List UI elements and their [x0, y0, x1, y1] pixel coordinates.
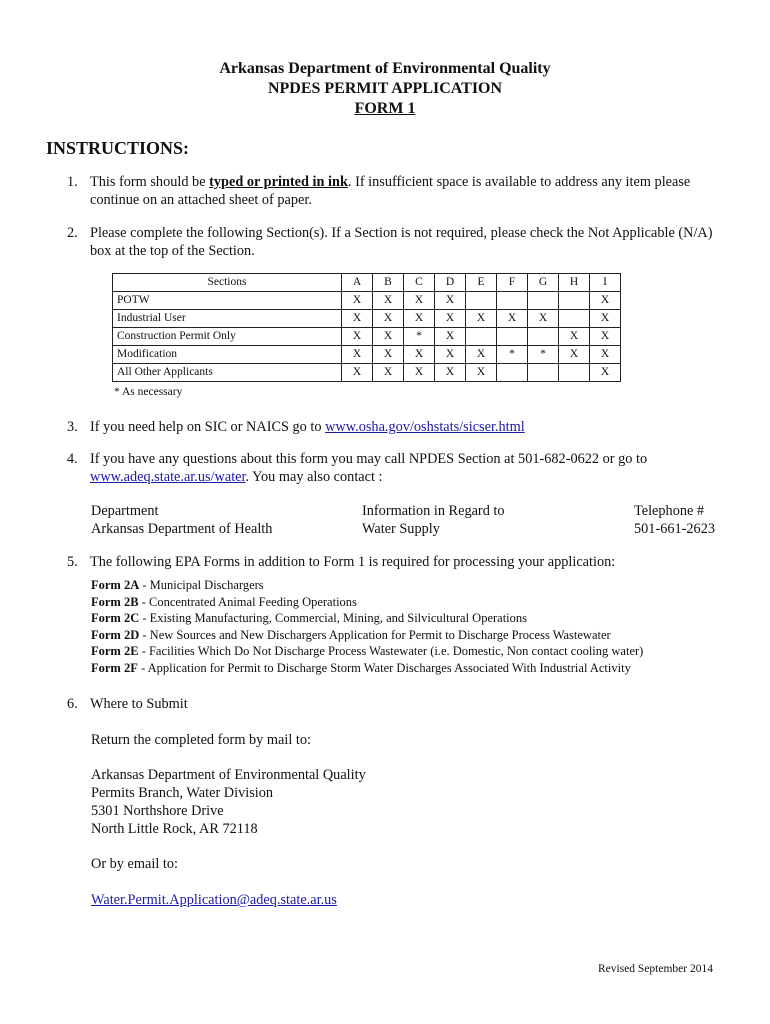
requirement-cell: X — [404, 292, 435, 310]
item-text — [90, 450, 727, 486]
table-row — [113, 328, 621, 346]
item-text: Where to Submit — [90, 696, 188, 712]
item-text: Please complete the following Section(s). If a Section is not required, please check the Not Applicable (N/A) box at the top of the Section. — [90, 225, 713, 259]
table-header-row — [113, 274, 621, 292]
requirement-cell: X — [404, 364, 435, 382]
requirement-cell: X — [435, 346, 466, 364]
header-section-e: E — [466, 274, 497, 292]
epa-form-item — [91, 610, 643, 627]
applicant-type-cell: Construction Permit Only — [113, 328, 342, 346]
requirement-cell: X — [435, 310, 466, 328]
requirement-cell — [466, 328, 497, 346]
epa-forms-list — [91, 577, 643, 676]
contact-value: Water Supply — [362, 521, 440, 537]
epa-form-name: Form 2D — [91, 627, 140, 642]
item-number: 4. — [67, 451, 78, 467]
address-line: North Little Rock, AR 72118 — [91, 821, 258, 837]
table-note: * As necessary — [114, 386, 183, 398]
item-text-emphasis: typed or printed in ink — [209, 174, 348, 190]
item-text-pre: If you have any questions about this form you may call NPDES Section at 501-682-0622 or go to — [90, 451, 648, 467]
item-text — [90, 418, 727, 436]
requirement-cell: X — [373, 328, 404, 346]
header-section-c: C — [404, 274, 435, 292]
requirement-cell: X — [590, 364, 621, 382]
contact-value: 501-661-2623 — [634, 521, 716, 537]
header-sections: Sections — [113, 274, 342, 292]
instruction-item-5 — [67, 553, 727, 571]
requirement-cell: X — [404, 310, 435, 328]
instruction-item-6 — [67, 695, 727, 713]
instruction-item-3 — [67, 418, 727, 436]
instructions-heading: INSTRUCTIONS: — [46, 138, 190, 158]
requirement-cell: X — [342, 292, 373, 310]
adeq-water-link[interactable]: www.adeq.state.ar.us/water — [90, 469, 246, 485]
contact-label: Department — [91, 503, 159, 519]
requirement-cell: X — [342, 328, 373, 346]
header-section-d: D — [435, 274, 466, 292]
requirement-cell: X — [497, 310, 528, 328]
requirement-cell: X — [559, 346, 590, 364]
contact-regarding — [362, 502, 505, 538]
epa-form-item — [91, 627, 643, 644]
applicant-type-cell: POTW — [113, 292, 342, 310]
email-intro: Or by email to: — [91, 856, 178, 872]
epa-form-description: - Application for Permit to Discharge Storm Water Discharges Associated With Industrial Activity — [137, 660, 631, 675]
requirement-cell — [497, 328, 528, 346]
requirement-cell — [497, 292, 528, 310]
requirement-cell: X — [342, 364, 373, 382]
item-number: 3. — [67, 419, 78, 435]
item-text — [90, 173, 727, 209]
requirement-cell: X — [435, 292, 466, 310]
epa-form-description: - Existing Manufacturing, Commercial, Mining, and Silvicultural Operations — [139, 611, 528, 625]
requirement-cell: X — [590, 346, 621, 364]
requirement-cell: X — [373, 364, 404, 382]
header-section-g: G — [528, 274, 559, 292]
submission-email-link[interactable]: Water.Permit.Application@adeq.state.ar.us — [91, 892, 337, 908]
header-section-b: B — [373, 274, 404, 292]
osha-link[interactable]: www.osha.gov/oshstats/sicser.html — [325, 419, 525, 435]
requirement-cell — [559, 292, 590, 310]
header-section-i: I — [590, 274, 621, 292]
table-row — [113, 310, 621, 328]
requirement-cell: X — [466, 364, 497, 382]
applicant-type-cell: All Other Applicants — [113, 364, 342, 382]
epa-form-name: Form 2B — [91, 594, 139, 609]
item-text: The following EPA Forms in addition to Form 1 is required for processing your application: — [90, 554, 616, 570]
requirement-cell — [466, 292, 497, 310]
requirement-cell: X — [342, 346, 373, 364]
epa-form-name: Form 2A — [91, 578, 140, 592]
item-text-pre: This form should be — [90, 174, 210, 190]
applicant-type-cell: Industrial User — [113, 310, 342, 328]
requirement-cell: X — [373, 346, 404, 364]
requirement-cell: X — [590, 310, 621, 328]
requirement-cell: X — [373, 310, 404, 328]
table-row — [113, 346, 621, 364]
requirement-cell: X — [528, 310, 559, 328]
requirement-cell: * — [528, 346, 559, 364]
requirement-cell — [497, 364, 528, 382]
requirement-cell: X — [435, 328, 466, 346]
return-instruction: Return the completed form by mail to: — [91, 732, 311, 748]
address-line: 5301 Northshore Drive — [91, 803, 224, 819]
address-line: Permits Branch, Water Division — [91, 785, 274, 801]
requirement-cell: * — [404, 328, 435, 346]
form-title: FORM 1 — [354, 100, 416, 117]
epa-form-description: - New Sources and New Dischargers Application for Permit to Discharge Process Wastewater — [139, 627, 611, 642]
header-section-f: F — [497, 274, 528, 292]
item-text-post: . You may also contact : — [245, 469, 383, 485]
address-line: Arkansas Department of Environmental Quality — [91, 767, 366, 783]
epa-form-name: Form 2C — [91, 611, 140, 625]
epa-form-item — [91, 643, 643, 660]
item-text-post: . If insufficient space is available to address any item please continue on an attached sheet of paper. — [90, 174, 691, 208]
revision-date: Revised September 2014 — [598, 963, 713, 975]
epa-form-description: - Facilities Which Do Not Discharge Process Wastewater (i.e. Domestic, Non contact cooling water) — [138, 644, 644, 658]
epa-form-name: Form 2F — [91, 660, 138, 675]
requirement-cell: X — [373, 292, 404, 310]
table-row — [113, 364, 621, 382]
requirement-cell: X — [404, 346, 435, 364]
instruction-item-2 — [67, 224, 727, 260]
item-number: 1. — [67, 174, 78, 190]
requirement-cell — [528, 364, 559, 382]
header-section-a: A — [342, 274, 373, 292]
requirement-cell — [559, 364, 590, 382]
epa-form-name: Form 2E — [91, 644, 139, 658]
requirement-cell: X — [590, 328, 621, 346]
table-row — [113, 292, 621, 310]
contact-label: Telephone # — [634, 503, 705, 519]
contact-department — [91, 502, 272, 538]
requirement-cell: X — [342, 310, 373, 328]
epa-form-item — [91, 660, 643, 677]
contact-value: Arkansas Department of Health — [91, 521, 273, 537]
requirement-cell — [528, 328, 559, 346]
instruction-item-4 — [67, 450, 727, 486]
requirement-cell: X — [435, 364, 466, 382]
instruction-item-1 — [67, 173, 727, 209]
mailing-address — [91, 766, 366, 838]
agency-title: Arkansas Department of Environmental Quality — [219, 60, 551, 77]
contact-telephone — [634, 502, 715, 538]
epa-form-item — [91, 577, 643, 594]
sections-table — [112, 273, 621, 382]
requirement-cell: X — [559, 328, 590, 346]
item-number: 2. — [67, 225, 78, 241]
document-header — [0, 59, 770, 119]
email-container — [91, 891, 337, 909]
header-section-h: H — [559, 274, 590, 292]
epa-form-description: - Municipal Dischargers — [139, 578, 264, 592]
requirement-cell: * — [497, 346, 528, 364]
requirement-cell: X — [590, 292, 621, 310]
requirement-cell — [559, 310, 590, 328]
requirement-cell: X — [466, 310, 497, 328]
application-title: NPDES PERMIT APPLICATION — [267, 80, 503, 97]
item-text-pre: If you need help on SIC or NAICS go to — [90, 419, 326, 435]
applicant-type-cell: Modification — [113, 346, 342, 364]
contact-label: Information in Regard to — [362, 503, 505, 519]
requirement-cell: X — [466, 346, 497, 364]
requirement-cell — [528, 292, 559, 310]
epa-form-description: - Concentrated Animal Feeding Operations — [138, 594, 357, 609]
item-number: 6. — [67, 696, 78, 712]
item-number: 5. — [67, 554, 78, 570]
epa-form-item — [91, 594, 643, 611]
